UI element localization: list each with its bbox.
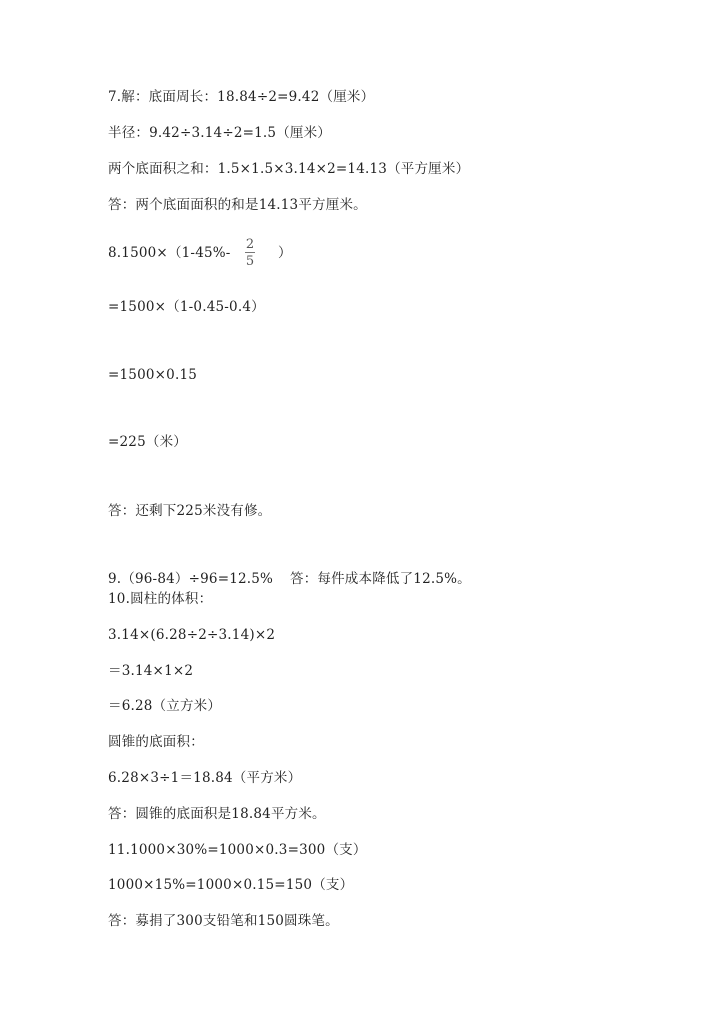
q8-answer: 答：还剩下225米没有修。	[108, 503, 272, 519]
q10-line-4: 6.28×3÷1＝18.84（平方米）	[108, 770, 302, 786]
q10-line-2: ＝3.14×1×2	[108, 663, 194, 679]
q9-calc: 9.（96-84）÷96=12.5%	[108, 571, 274, 587]
q10-title: 10.圆柱的体积：	[108, 591, 213, 607]
q7-line-1: 7.解：底面周长：18.84÷2=9.42（厘米）	[108, 89, 375, 105]
q7-line-3: 两个底面积之和：1.5×1.5×3.14×2=14.13（平方厘米）	[108, 161, 470, 177]
fraction-denominator: 5	[245, 254, 255, 269]
q10-cone-title: 圆锥的底面积：	[108, 734, 204, 750]
q7-answer: 答：两个底面面积的和是14.13平方厘米。	[108, 197, 367, 213]
q8-line-2: =1500×（1-0.45-0.4）	[108, 299, 265, 315]
q8-line-1	[108, 244, 231, 262]
q9-answer: 答：每件成本降低了12.5%。	[290, 571, 471, 587]
q8-line-4: =225（米）	[108, 434, 187, 450]
fraction-numerator: 2	[245, 237, 255, 252]
q8-line-1-prefix: 8.1500×（1-45%-	[108, 245, 231, 261]
q7-line-2: 半径：9.42÷3.14÷2=1.5（厘米）	[108, 125, 332, 141]
q8-line-3: =1500×0.15	[108, 367, 198, 383]
fraction-bar	[245, 252, 255, 253]
q8-line-1-suffix: ）	[278, 245, 292, 261]
q11-line-2: 1000×15%=1000×0.15=150（支）	[108, 877, 354, 893]
q8-fraction	[245, 238, 255, 268]
q10-line-3: ＝6.28（立方米）	[108, 698, 222, 714]
q11-line-1: 11.1000×30%=1000×0.3=300（支）	[108, 842, 367, 858]
q10-line-1: 3.14×(6.28÷2÷3.14)×2	[108, 627, 276, 643]
q11-answer: 答：募捐了300支铅笔和150圆珠笔。	[108, 913, 339, 929]
q10-answer: 答：圆锥的底面积是18.84平方米。	[108, 806, 326, 822]
